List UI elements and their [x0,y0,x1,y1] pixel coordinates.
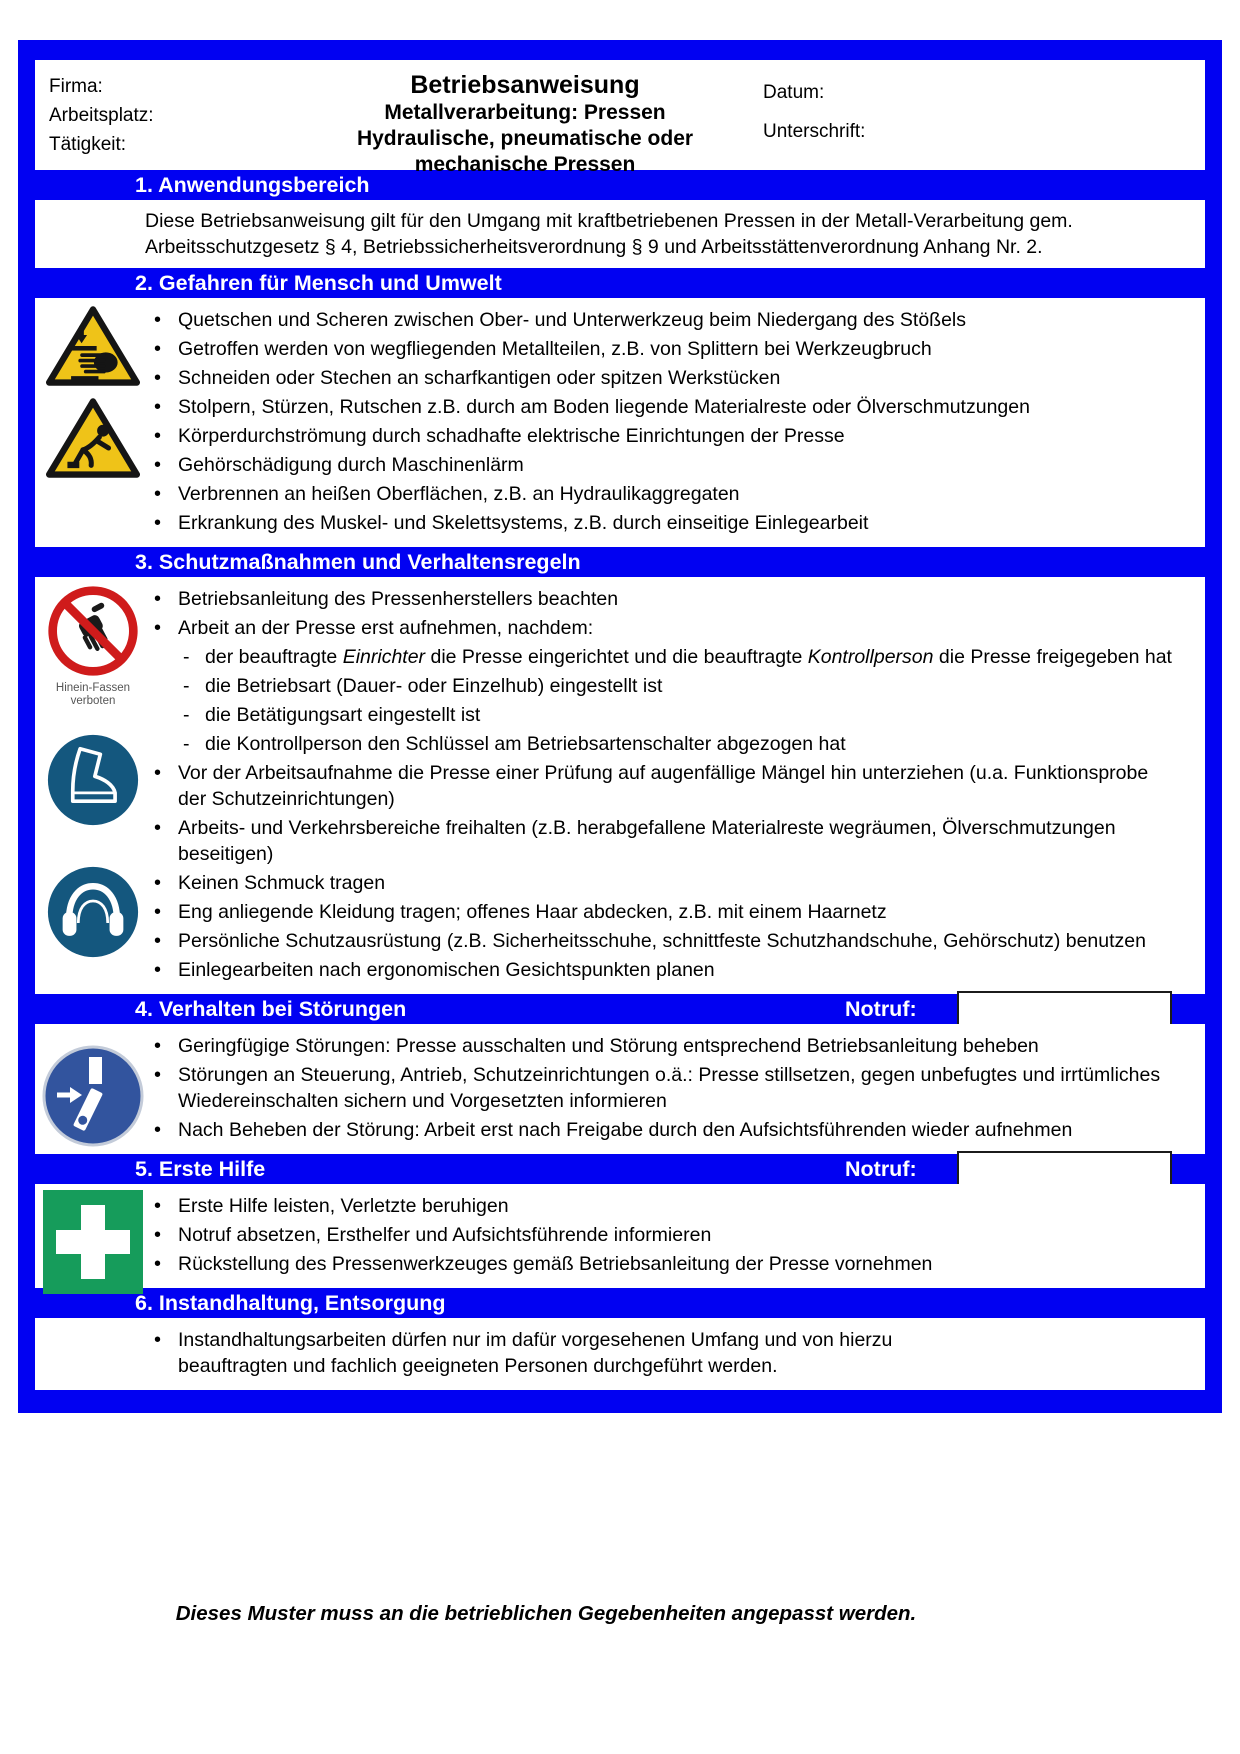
header-title-block [299,68,751,176]
list-item-text: Stolpern, Stürzen, Rutschen z.B. durch am Boden liegende Materialreste oder Ölverschmutzungen [178,396,1030,418]
sub-item-text: die Betätigungsart eingestellt ist [205,704,481,726]
section-2-body [35,298,1205,547]
sub-item-text: die Betriebsart (Dauer- oder Einzelhub) eingestellt ist [205,675,663,697]
list-item-text: Körperdurchströmung durch schadhafte elektrische Einrichtungen der Presse [178,425,845,447]
list-item-text: Arbeits- und Verkehrsbereiche freihalten (z.B. herabgefallene Materialreste wegräumen, Ölverschmutzungen beseitigen) [178,817,1116,865]
no-reaching-in-icon [45,583,141,679]
section-2-title: 2. Gefahren für Mensch und Umwelt [135,271,502,295]
ear-protection-icon [47,866,139,958]
arbeitsplatz-label: Arbeitsplatz: [49,105,154,126]
list-item [145,394,1181,420]
sub-item-text: die Kontrollperson den Schlüssel am Betriebsartenschalter abgezogen hat [205,733,846,755]
footer-note: Dieses Muster muss an die betrieblichen Gegebenheiten angepasst werden. [175,1602,917,1625]
section-1-title: 1. Anwendungsbereich [135,173,370,197]
notruf-input-erste-hilfe[interactable] [957,1151,1172,1187]
taetigkeit-label: Tätigkeit: [49,134,127,155]
sub-item-italic: Kontrollperson [807,646,934,668]
list-item-text: Nach Beheben der Störung: Arbeit erst nach Freigabe durch den Aufsichtsführenden wieder aufnehmen [178,1119,1073,1141]
list-item [145,1033,1181,1059]
list-item [145,336,1181,362]
list-item-text: Geringfügige Störungen: Presse ausschalten und Störung entsprechend Betriebsanleitung beheben [178,1035,1039,1057]
section-5-title: 5. Erste Hilfe [135,1157,266,1181]
list-item [145,1062,1181,1114]
datum-label: Datum: [763,82,825,103]
document-title: Betriebsanweisung [410,71,640,99]
no-reaching-in-caption [56,682,130,708]
caption-line-2: verboten [70,695,116,707]
caption-line-1: Hinein-Fassen [55,682,131,694]
list-item [145,957,1181,983]
document-frame [18,40,1222,1413]
list-item [145,423,1181,449]
list-item [145,1251,1181,1277]
list-item-text: Erkrankung des Muskel- und Skelettsystems, z.B. durch einseitige Einlegearbeit [178,512,869,534]
list-item [145,1193,1181,1219]
section-4-body [35,1024,1205,1154]
header-left-column [49,68,299,162]
list-item [145,870,1181,896]
section-1-body [35,200,1205,268]
list-item-text: Gehörschädigung durch Maschinenlärm [178,454,524,476]
list-item-text: Quetschen und Scheren zwischen Ober- und Unterwerkzeug beim Niedergang des Stößels [178,309,967,331]
list-item-text: Persönliche Schutzausrüstung (z.B. Sicherheitsschuhe, schnittfeste Schutzhandschuhe, Gehörschutz) benutzen [178,930,1146,952]
list-item [145,452,1181,478]
sub-list-item [178,673,1181,699]
unterschrift-label: Unterschrift: [763,121,866,142]
sub-item-italic: Einrichter [342,646,426,668]
sub-item-text: die Presse eingerichtet und die beauftragte [425,646,808,668]
list-item-text: Instandhaltungsarbeiten dürfen nur im dafür vorgesehenen Umfang und von hierzu beauftragten und fachlich geeigneten Personen durchgeführt werden. [178,1329,893,1377]
list-item [145,760,1181,812]
section-4-title: 4. Verhalten bei Störungen [135,997,407,1021]
list-item [145,815,1181,867]
first-aid-icon [43,1190,143,1294]
hand-crush-warning-icon [45,304,141,388]
section-2-icon-column [45,304,141,480]
document-subtitle-1: Metallverarbeitung: Pressen [384,101,666,124]
list-item [145,1222,1181,1248]
section-6-header [35,1288,1205,1318]
list-item-text: Rückstellung des Pressenwerkzeuges gemäß Betriebsanleitung der Presse vornehmen [178,1253,933,1275]
section-3-title: 3. Schutzmaßnahmen und Verhaltensregeln [135,550,581,574]
section-3-icon-column [45,583,141,958]
list-item-text: Erste Hilfe leisten, Verletzte beruhigen [178,1195,509,1217]
list-item [145,1327,995,1379]
list-item-text: Verbrennen an heißen Oberflächen, z.B. an Hydraulikaggregaten [178,483,740,505]
sub-item-text: der beauftragte [205,646,343,668]
trip-hazard-warning-icon [45,396,141,480]
section-6-body [35,1318,1205,1390]
list-item [145,928,1181,954]
list-item-text: Arbeit an der Presse erst aufnehmen, nachdem: [178,617,594,639]
sub-list-item [178,702,1181,728]
section-4-icon-column [45,1044,141,1148]
anwendungsbereich-text: Diese Betriebsanweisung gilt für den Umgang mit kraftbetriebenen Pressen in der Metall-Verarbeitung gem. Arbeitsschutzgesetz § 4, Betriebssicherheitsverordnung § 9 und Arbeitsstättenverordnung Anhang Nr. 2. [145,210,1073,258]
section-2-header [35,268,1205,298]
section-5-body [35,1184,1205,1288]
list-item-text: Notruf absetzen, Ersthelfer und Aufsichtsführende informieren [178,1224,712,1246]
section-6-title: 6. Instandhaltung, Entsorgung [135,1291,446,1315]
section-5-icon-column [45,1190,141,1294]
list-item [145,365,1181,391]
list-item-text: Schneiden oder Stechen an scharfkantigen oder spitzen Werkstücken [178,367,781,389]
section-1-header [35,170,1205,200]
notruf-input-stoerungen[interactable] [957,991,1172,1027]
sub-list-item [178,644,1181,670]
sub-list-item [178,731,1181,757]
list-item-text: Eng anliegende Kleidung tragen; offenes Haar abdecken, z.B. mit einem Haarnetz [178,901,887,923]
list-item-text: Keinen Schmuck tragen [178,872,386,894]
header-right-column [751,68,1191,162]
list-item [145,1117,1181,1143]
header-box [35,60,1205,176]
list-item-text: Betriebsanleitung des Pressenherstellers beachten [178,588,619,610]
section-5-header [35,1154,1205,1184]
list-item [145,481,1181,507]
list-item [145,510,1181,536]
list-item-text: Störungen an Steuerung, Antrieb, Schutzeinrichtungen o.ä.: Presse stillsetzen, gegen unbefugtes und irrtümliches Wiedereinschalten sichern und Vorgesetzten informieren [178,1064,1161,1112]
disconnect-before-maintenance-icon [41,1044,145,1148]
sub-item-text: die Presse freigegeben hat [933,646,1172,668]
notruf-label: Notruf: [845,1157,917,1181]
list-item-text: Getroffen werden von wegfliegenden Metallteilen, z.B. von Splittern bei Werkzeugbruch [178,338,932,360]
list-item-text: Vor der Arbeitsaufnahme die Presse einer Prüfung auf augenfällige Mängel hin unterziehen (u.a. Funktionsprobe der Schutzeinrichtungen) [178,762,1149,810]
firma-label: Firma: [49,76,103,97]
section-3-body [35,577,1205,994]
section-4-header [35,994,1205,1024]
section-3-header [35,547,1205,577]
list-item-text: Einlegearbeiten nach ergonomischen Gesichtspunkten planen [178,959,715,981]
list-item [145,586,1181,612]
document-subtitle-2: Hydraulische, pneumatische oder mechanische Pressen [356,127,694,176]
safety-boots-icon [47,734,139,826]
list-item [145,615,1181,641]
list-item [145,307,1181,333]
list-item [145,899,1181,925]
notruf-label: Notruf: [845,997,917,1021]
